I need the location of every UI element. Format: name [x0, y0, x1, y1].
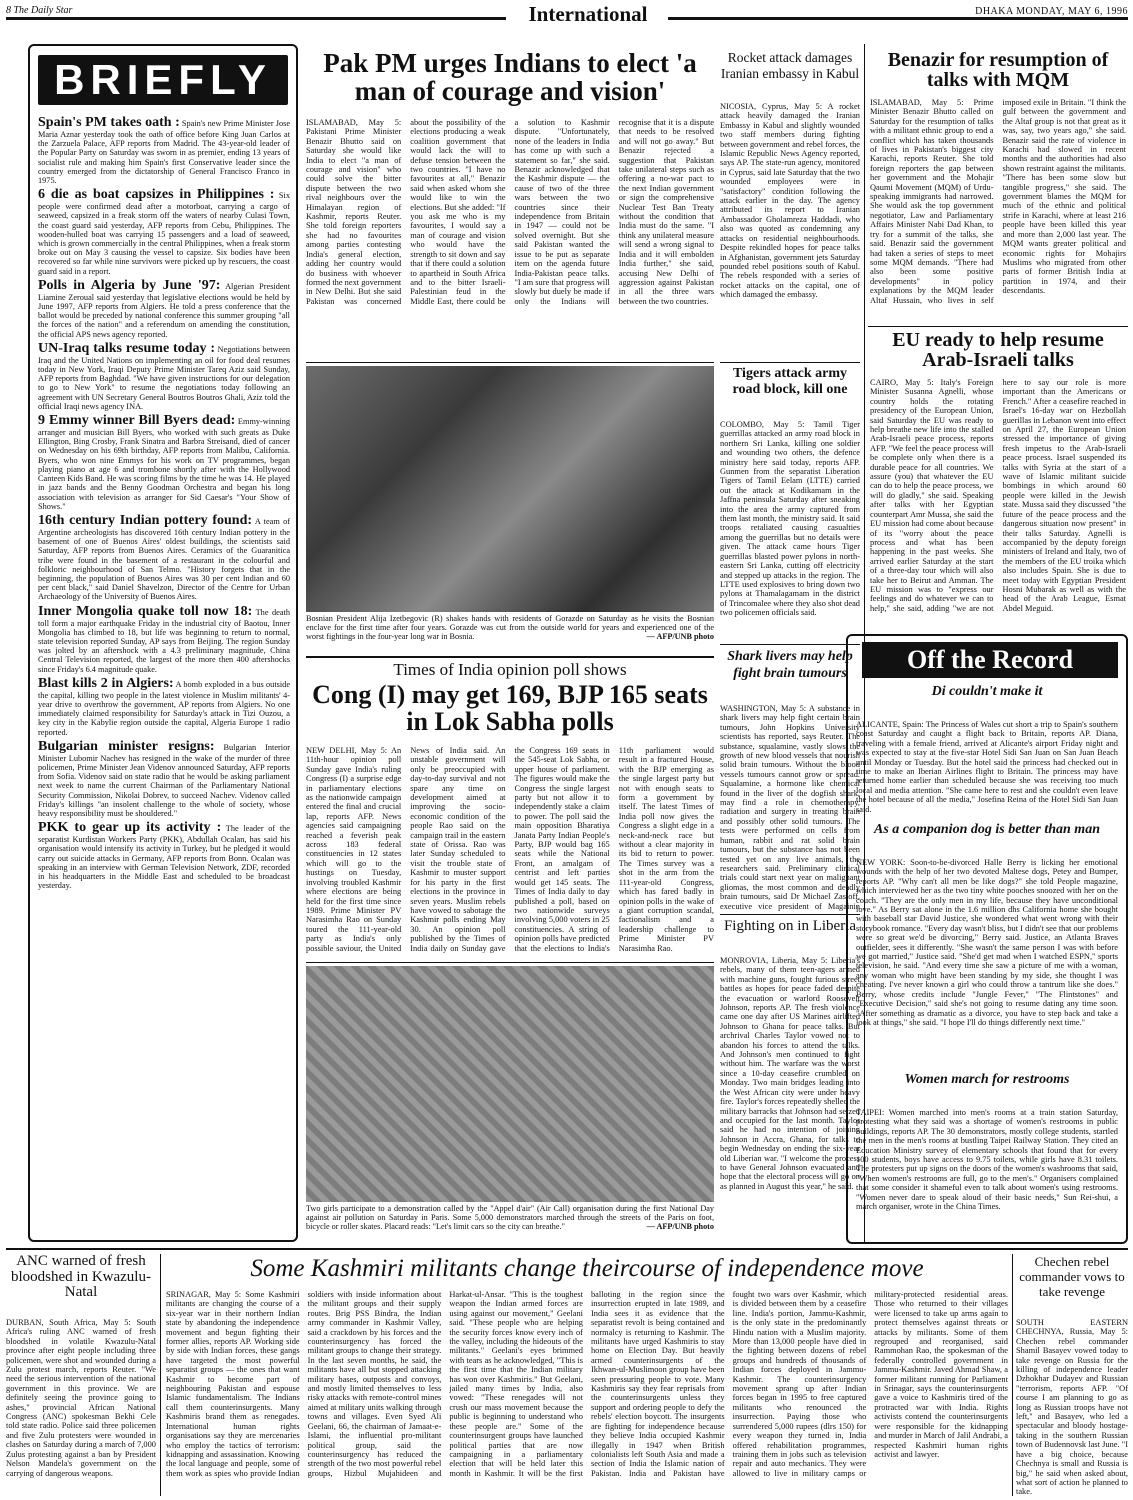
- shark-body: WASHINGTON, May 5: A substance in shark livers may help fight certain brain tumours, John Hopkins University scientists has reported, says Reuter. The substance, squalamine, vastly slows the growth of new blood vessels that nourish solid brain tumours. Without the blood vessels tumours cannot grow or spread. Squalamine, a hormone like chemical found in the liver of the dogfish shark, may find a role in chemotherapy, radiation and surgery in treating brain and possibly other solid tumours. The tests were performed on cells from human, rabbit and rat solid brain tumours, but the substance has not been tested yet on any live animals, the researchers said. Preliminary clinical trials could start next year on malignant gliomas, the most common and deadly brain tumours, said Dr Michael Zasloff, executive vice president of Magainin: [720, 704, 860, 911]
- shark-headline: Shark livers may help fight brain tumours: [727, 649, 853, 681]
- brief-headline: 9 Emmy winner Bill Byers dead:: [38, 413, 236, 429]
- off-record-title-bar: [862, 642, 1118, 678]
- brief-body: The leader of the separatist Kurdistan Workers Party (PKK), Abdullah Ocalan, has said his organisation would intensify its activity in Turkey, but he pledged it would carry out suicide attacks in Germany, AFP reports from Bonn. Ocalan was speaking in an interview with German Television Network, ZDF, recorded in his headquarters in the Middle East and scheduled to be broadcast yesterday.: [38, 824, 290, 891]
- brief-item: [38, 342, 290, 411]
- caption-credit: — AFP/UNB photo: [646, 1222, 714, 1232]
- caption-text: Two girls participate to a demonstration called by the "Appel d'air" (Air Call) organisation during the first National Day against air pollution on Saturday in Paris. Some 5,000 demonstrators marched through the streets of the Paris on foot, bicycle or roller skates. Placard reads: "Let's limit cars so the city can breathe.": [306, 1204, 714, 1232]
- brief-item: [38, 116, 290, 185]
- toi-body: NEW DELHI, May 5: An 11th-hour opinion poll Sunday gave India's ruling Congress (I) a surprise edge in parliamentary elections as the nationwide campaign entered the final and crucial lap, reports AFP. News agencies said campaigning reached a feverish peak across 183 federal constituencies in 12 states which will go to the hustings on Tuesday, involving troubled Kashmir where elections are being held for the first time since 1989. Prime Minister PV Narasimha Rao on Sunday toured the 111-year-old party as India's only possible saviour, the United News of India said. An unstable government will only be preoccupied with day-to-day survival and not spare any time on development aimed at improving the socio-economic condition of the people Rao said on the campaign trail in the eastern state of Orissa. Rao was later Sunday scheduled to visit the trouble state of Kashmir to muster support for his party in the first elections in the province in seven years. Muslim rebels have vowed to sabotage the Kashmir polls ending May 30. An opinion poll published by the Times of India daily on Sunday gave the Congress 169 seats in the 545-seat Lok Sabha, or upper house of parliament. The figures would make the Congress the single largest party but not allow it to independently stake a claim to power. The poll said the main opposition Bharatiya Janata Party Indian People's Party, BJP would bag 165 seats while the National Front, an amalgam of centrist and left parties would get 145 seats. The Times of India daily to day published a poll, based on two nationwide surveys involving 5,000 voters in 25 constituencies. A string of opinion polls have predicted that the elections to India's 11th parliament would result in a fractured House, with the BJP emerging as the single largest party but not with enough seats to form a government by itself. The latest Times of India poll now gives the Congress a slight edge in a neck-and-neck race but without a clear majority in its bid to return to power. The Times survey was a shot in the arm from the 111-year-old Congress, which has fared badly in opinion polls in the wake of a giant corruption scandal, factionalism and a leadership challenge to Prime Minister PV Narasimha Rao.: [306, 746, 714, 953]
- photo-paris-caption: [306, 1204, 714, 1244]
- tigers-body: COLOMBO, May 5: Tamil Tiger guerrillas attacked an army road block in northern Sri Lanka, killing one soldier and wounding two others, the defence ministry here said today, reports AFP. Gunmen from the separatist Liberation Tigers of Tamil Eelam (LTTE) carried out the attack at Kodikamam in the Jaffna peninsula Saturday after sneaking into the area the army captured from them last month, the ministry said. It said troops retaliated causing casualties among the guerrillas but no details were given. The attack came hours Tiger guerrillas blasted power pylons in north-eastern Sri Lanka, cutting off electricity and stepped up attacks in the region. The LTTE used explosives to bring down two pylons at Thamalagamam in the district of Trincomalee where they also shot dead two policemen officials said.: [720, 420, 860, 618]
- record-body: NEW YORK: Soon-to-be-divorced Halle Berry is licking her emotional wounds with the help of her two devoted Maltese dogs, Petey and Bumper, reports AP. "Why can't all men be like dogs?" she told People magazine, which interviewed her as the two tiny white pooches snoozed with her on the couch. "They are the only men in my life, because they have unconditional love." As Berry sat alone in the 1.6 million dhs California home she bought with baseball star David Justice, she wondered what went wrong with their storybook romance. "Every day wasn't bliss, but I didn't see that our problems were so great we'd be divorcing," Berry said. Justice, an Atlanta Braves outfielder, sees it differently. "She wasn't the same person I was with before we got married," Justice said. "She'd get mad when I watched ESPN," sports television, he said. "And every time she saw a picture of me with a woman, any woman who might have been standing by my side, she thought I was cheating. I've never known a girl who could throw a tantrum like she does." Berry, whose credits include "Jungle Fever," "The Flintstones" and "Executive Decision," said she's not going to resume dating any time soon. "After something as dramatic as a divorce, you have to step back and take a look at things," she said. "I hope I'll do things differently next time.": [856, 858, 1118, 1027]
- brief-body: A bomb exploded in a bus outside the capital, killing two people in the latest violence in Muslim militants' 4-year drive to overthrow the government, AP reports from Algiers. No one immediately claimed responsibility for Saturday's attack in Tizi Ouzou, a key city in the Kabylie region outside the capital, Algeria Europe 1 radio reported.: [38, 679, 290, 737]
- masthead-rule-left: [6, 17, 506, 20]
- brief-item: [38, 514, 290, 602]
- photo-bosnia-caption: [306, 614, 714, 654]
- brief-item: [38, 821, 290, 890]
- kashmir-body: SRINAGAR, May 5: Some Kashmiri militants are changing the course of a six-year war in their northern Indian state by abandoning the independence movement and begun fighting their former allies, reports AP. Working side by side with Indian forces, these gangs have targeted the most powerful separatist groups — the ones that want Kashmir to become part of neighbouring Pakistan and espouse Islamic fundamentalism. The Indians call them counterinsurgents. Many Kashmiris brand them as renegades. International human rights organisations say they are mercenaries who employ the tactics of terrorism: kidnapping and assassination. Knowing the local language and people, some of them work as spies who provide Indian soldiers with inside information about the militant groups and their supply routes. Brig PSS Bindra, the Indian army commander in Kashmir Valley, said a crackdown by his forces and the counterinsurgency has forced the militant groups to change their strategy. In the last seven months, he said, the militants have all but stopped attacking military bases, outposts and convoys, and mostly limited themselves to less risky attacks with remote-control mines aimed at military units walking through towns and villages. Even Syed Ali Geelani, 66, the chairman of Jamaat-e-Islami, the influential pro-militant political group, said the counterinsurgency has reduced the strength of the two most powerful rebel groups, Hizbul Mujahideen and Harkat-ul-Ansar. "This is the toughest weapon the Indian armed forces are using against our movement," Geelani said. "These people who are helping the security forces know every inch of the valley, including the hideouts of the militants." Geelani's eyes brimmed with tears as he acknowledged, "This is the first time that the Indian military has won over Kashmiris." But Geelani, jailed many times by India, also vowed: "These renegades will not crush our mass movement because the public is beginning to understand who these people are." Some of the counterinsurgent groups have launched political parties that are now campaigning in a parliamentary election that will be held later this month in Kashmir. It will be the first balloting in the region since the insurrection erupted in late 1989, and India sees it as evidence that the separatist revolt is being contained and normalcy is returning to Kashmir. The militants have urged Kashmiris to stay home on Election Day. But heavily armed counterinsurgents of the Ikhwan-ul-Muslimoon group have been seen pressuring people to vote. Many Kashmiris say they fear reprisals from the counterinsurgents unless they support and ordering people to defy the rebels' election boycott. The insurgents are fighting for independence because they believe India occupied Kashmir illegally in 1947 when British colonialists left South Asia and made a section of India the Islamic nation of Pakistan. India and Pakistan have fought two wars over Kashmir, which is divided between them by a ceasefire line. India's portion, Jammu-Kashmir, is the only state in the predominantly Hindu nation with a Muslim majority. More than 13,000 people have died in the fighting between dozens of rebel groups and hundreds of thousands of Indian forces deployed in Jammu-Kashmir. The counterinsurgency movement sprang up after Indian forces began in 1995 to free captured militants who renounced the insurrection. Paying those who surrendered 5,000 rupees (dlrs 150) for every weapon they turned in, India offered rehabilitation programmes, training them in jobs such as television repair and auto mechanics. They were allowed to live in military camps or military-protected residential areas. Those who returned to their villages were licensed to take up arms again to protect themselves against threats or attacks by militants. Some of them regrouped and reorganised, said Rammohan Rao, the spokesman of the federally controlled government in Jammu-Kashmir. Javed Ahmad Shaw, a former militant running for Parliament in Srinagar, says the counterinsurgents gave a voice to Kashmiris tired of the protracted war with India. Rights activists contend the counterinsurgents were responsible for the kidnapping and murder in March of Jalil Andrabi, a respected Kashmiri human rights activist and lawyer.: [166, 1290, 1008, 1478]
- record-body: ALICANTE, Spain: The Princess of Wales cut short a trip to Spain's southern coast Saturday and caught a flight back to Britain, reports AP. Diana, traveling with a female friend, arrived at Alicante's airport Friday night and was expected to stay at the five-star Hotel Sidi San Juan on San Juan Beach until Monday or Tuesday. But the hotel said the princess had checked out in time to make an Iberian Airlines flight to Britain. The princess may have returned home earlier than scheduled because she was receiving too much local and media attention. "She came here to rest and she couldn't even leave the hotel because of all the media," Josefina Reina of the Hotel Sidi San Juan said.: [856, 720, 1118, 814]
- brief-headline: Polls in Algeria by June '97:: [38, 277, 221, 293]
- brief-body: The death toll form a major earthquake Friday in the industrial city of Baotou, Inner Mongolia has climbed to 18, but life was beginning to return to normal, state television reported Sunday, AP says from Beijing. The region Sunday was jolted by an aftershock with a 4.3 preliminary magnitude, China Central Television reported, the largest of the more then 400 aftershocks since Friday's 6.4 magnitude quake.: [38, 607, 290, 674]
- toi-rule: [306, 962, 714, 963]
- brief-headline: UN-Iraq talks resume today :: [38, 340, 216, 356]
- pak-headline: Pak PM urges Indians to elect 'a man of courage and vision': [323, 50, 697, 106]
- brief-headline: Bulgarian minister resigns:: [38, 738, 215, 754]
- brief-item: [38, 279, 290, 339]
- liberia-body: MONROVIA, Liberia, May 5: Liberia's rebels, many of them teen-agers armed with machine guns, fought furious street battles as hopes for peace faded despite the evacuation or warlord Roosevelt Johnson, reports AP. The fresh violence came one day after US Marines airlifted Johnson to Ghana for peace talks. But archrival Charles Taylor vowed not to abandon his forces to attend the talks. And Johnson's men continued to fight without him. The warfare was the worst since a 10-day ceasefire crumbled on Monday. Two main bridges leading into the West African city were under heavy fire. Taylor's forces repeatedly shelled the military barracks that Johnson had seized and occupied for the last month. Taylor said he had no intention of joining Johnson in Accra, Ghana, for talks to begin Wednesday on ending the six-year old Liberian war. "I welcome the process to have General Johnson evacuated and hope that the electoral process will go on as planned in August this year," he said.: [720, 956, 860, 1191]
- record-headline: Women march for restrooms: [904, 1072, 1070, 1087]
- caption-text: Bosnian President Alija Izetbegovic (R) shakes hands with residents of Gorazde on Saturday as he visits the Bosnian enclave for the first time after four years. Gorazde was cut from the outside world for years and experienced one of the worst fightings in the four-year long war in Bosnia.: [306, 614, 714, 642]
- tigers-headline: Tigers attack army road block, kill one: [732, 366, 848, 397]
- brief-body: Negotiations between Iraq and the United Nations on implementing an oil for food deal resumes today in New York, Iraqi Deputy Prime Minister Tareq Aziz said Sunday, AFP reports from Baghdad. "We have given instructions for our delegation to go to New York" to resume the negotiations today following an agreement with UN Secretary General Boutros Boutros Ghali, Aziz told the official Iraqi news agency INA.: [38, 344, 290, 411]
- record-body: TAIPEI: Women marched into men's rooms at a train station Saturday, protesting what they said was a shortage of women's restrooms in public buildings, reports AP. The 30 demonstrators, mostly college students, startled the men in the men's rooms at bustling Taipei Railway Station. They cited an Education Ministry survey of elementary schools that found that for every 100 students, boys have access to 9.75 toilets, while girls have 8.31 toilets. The protesters put up signs on the doors of the women's washrooms that said, "When women's restrooms are full, go to the men's." Organisers complained that some consider it shameful even to talk about women's using restrooms. "Women never dare to speak aloud of their basic needs," Sun Rei-shui, a march organiser, wrote in the China Times.: [856, 1108, 1118, 1212]
- brief-body: Emmy-winning arranger and musician Bill Byers, who worked with such greats as Duke Ellington, Bing Crosby, Frank Sinatra and Barbra Streisand, died of cancer on Wednesday on his 69th birthday, AFP reports from Malibu, California. Byers, who won nine Emmys for his work on TV programmes, began playing piano at age 6 and trombone shortly after with the Hollywood Canteen Kids Band. He was scoring films by the time he was 14. He played in jazz bands and the Benny Goodman Orchestra and began his long association with television as arranger for Sid Caesar's "Your Show of Shows.": [38, 417, 290, 511]
- brief-body: Six people were confirmed dead after a motorboat, carrying a cargo of seaweed, capsized in a freak storm off the waters of nearby Culasi Town, the coast guard said yesterday, AFP reports from Cebu, Philippines. The wooden-hulled boat was carrying 15 passengers and a load of seaweed, which is grown commercially in the central Philippines, when a freak storm broke out on May 3 causing the vessel to capsize. Six bodies have been recovered so far while nine survivors were picked up by rescuers, the coast guard said in a report.: [38, 191, 290, 276]
- section-title: International: [528, 2, 648, 26]
- rocket-rule: [720, 362, 860, 363]
- brief-item: [38, 740, 290, 818]
- rocket-headline: Rocket attack damages Iranian embassy in Kabul: [720, 50, 860, 81]
- caption-credit: — AFP/UNB photo: [646, 632, 714, 642]
- off-record-title: Off the Record: [906, 645, 1074, 674]
- eu-body: CAIRO, May 5: Italy's Foreign Minister Susanna Agnelli, whose country holds the rotating presidency of the European Union, said Saturday the EU was ready to help breathe new life into the stalled Arab-Israeli peace process, reports AFP. "We feel the peace process will be complete only when there is a durable peace for all countries. We assure (you) that whatever the EU can do to help the peace process, we will do gladly," she said. Speaking after talks with her Egyptian counterpart Amr Mussa, she said the EU mission had come about because of its "worry about the peace process and what has been happening in the past weeks. She arrived earlier Saturday at the start of a three-day tour which will also take her to Beirut and Amman. The EU mission was to "express our feelings and do whatever we can to help," she said, adding "we are not here to say our role is more important than the Americans or French." After a ceasefire reached in Israel's 16-day war on Hezbollah guerillas in Lebanon went into effect on April 27, the European Union stressed the importance of giving fresh impetus to the Arab-Israeli peace process. Israel suspended its talks with Syria at the start of a wave of Islamic militant suicide bombings in which around 60 people were killed in the Jewish state. Mussa said they discussed "the future of the peace process and the dangerous situation now present" in their talks Saturday. Agnelli is accompanied by the deputy foreign ministers of Ireland and Italy, two of the members of the EU troika which also includes Spain. She is due to meet today with Egyptian President Hosni Mubarak as well as with the head of the Arab League, Esmat Abdel Meguid.: [870, 378, 1126, 613]
- brief-headline: Blast kills 2 in Algiers:: [38, 675, 174, 691]
- brief-item: [38, 677, 290, 737]
- brief-headline: PKK to gear up its activity :: [38, 820, 222, 836]
- briefly-list: [38, 116, 290, 1236]
- brief-body: A team of Argentine archeologists has discovered 16th century Indian pottery in the basement of one of Buenos Aires' oldest buildings, the scientists said Saturday, AFP reports from Buenos Aires. Ceramics of the Guaranitica tribe were found in the basement of a restaurant in the colourful and folkloric neighbourhood of San Telmo. "History forgets that in the beginning, the population of Buenos Aires was 30 per cent Indian and 60 per cent black," said Daniel Shavelzon, Director of the Centre for Urban Archaeology of the University of Buenos Aires.: [38, 516, 290, 602]
- brief-item: [38, 605, 290, 674]
- photo1-rule: [306, 656, 714, 658]
- brief-item: [38, 414, 290, 511]
- rocket-body: NICOSIA, Cyprus, May 5: A rocket attack heavily damaged the Iranian Embassy in Kabul and slightly wounded two staff members during fighting between government and rebel forces, the Islamic Republic News Agency reported, says AP. The state-run agency, monitored in Cyprus, said late Saturday that the two wounded employees were in "satisfactory" condition following the attack earlier in the day. The agency attributed its report to Iranian Ambassador Gholamreza Haddadi, who also was quoted as condemning any attacks on residential neighbourhoods. Despite rekindled hopes for peace talks in Afghanistan, government jets Saturday pounded rebel positions south of Kabul. The rebels responded with a series of rocket attacks on the capital, one of which damaged the embassy.: [720, 102, 860, 300]
- brief-headline: 16th century Indian pottery found:: [38, 512, 253, 528]
- brief-body: Spain's new Prime Minister Jose Maria Aznar yesterday took the oath of office before King Juan Carlos at the Zarzuela Palace, AFP reports from Madrid. The 43-year-old leader of the Popular Party on Saturday was sworn in as premier, ending 13 years of socialist rule and making him Spain's first Conservative leader since the country emerged from the dictatorship of General Francisco Franco in 1975.: [38, 119, 290, 186]
- anc-headline: ANC warned of fresh bloodshed in Kwazulu-Natal: [11, 1254, 151, 1300]
- brief-headline: Inner Mongolia quake toll now 18:: [38, 603, 253, 619]
- record-headline: Di couldn't make it: [931, 684, 1043, 699]
- liberia-headline: Fighting on in Liberia: [723, 918, 857, 934]
- page-label: 8 The Daily Star: [6, 5, 73, 16]
- anc-divider: [160, 1254, 161, 1496]
- benazir-headline: Benazir for resumption of talks with MQM: [887, 50, 1109, 92]
- chechen-body: SOUTH EASTERN CHECHNYA, Russia, May 5: Chechen rebel commander Shamil Basayev vowed today to take revenge on Russia for the killing of independence leader Dzhokhar Dudayev and Russian "terrorism, reports AFP. "Of course I am planning to go as long as Russian troops have not left," and Basayev, who led a spectacular and bloody hostage-taking in the southern Russian town of Budennovsk last June. "I have a big choice, because Chechnya is small and Russia is big," he said when asked about, what sort of action he planned to take.: [1016, 1318, 1128, 1496]
- kashmir-headline: Some Kashmiri militants change theircourse of independence move: [250, 1255, 924, 1282]
- briefly-title: [38, 55, 288, 105]
- benazir-body: ISLAMABAD, May 5: Prime Minister Benazir Bhutto called on Saturday for the resumption of talks with a militant ethnic group to end a conflict which has taken thousands of lives in Pakistan's biggest city Karachi, reports Reuter. She told foreign reporters the gap between her government and the Mohajir Qaumi Movement (MQM) of Urdu-speaking immigrants had narrowed. She would ask the top government negotiator, Law and Parliamentary Affairs Minister Nabi Dad Khan, to try for a summit of the talks, she said. Benazir said the government had taken a series of steps to meet some MQM demands. "There had also been some positive developments" in policy explanations by the MQM leader Altaf Hussain, who lives in self imposed exile in Britain. "I think the gulf between the government and the Altaf group is not that great as it was, say, two years ago," she said. Benazir said the rate of violence in Karachi had slowed in recent months and the authorities had also shown restraint against the militants. "There has been some slow but tangible progress," she said. The government blames the MQM for much of the ethnic and political strife in Karachi, where at least 216 people have been killed this year and more than 2,000 last year. The MQM wants greater political and economic rights for Mohajirs Muslims who migrated from other parts of former British India at partition in 1974, and their descendants.: [870, 98, 1126, 305]
- toi-headline: Cong (I) may get 169, BJP 165 seats in Lok Sabha polls: [312, 682, 708, 736]
- masthead-rule-right: [668, 17, 1128, 20]
- brief-body: Bulgarian Interior Minister Lubomir Nachev has resigned in the wake of the murder of three policemen, Prime Minister Jean Videnov announced Saturday, AFP reports from Sofia. Videnov said on state radio that he would be asking parliament next week to name the current Chairman of the Parliamentary National Security Commission, Nikolai Dobrev, to succeed Nachev. Videnov called Friday's killings "an insolent challenge to the whole of society, whose heavy responsibility must be shouldered.": [38, 742, 290, 818]
- photo-paris: [306, 966, 714, 1202]
- benazir-rule: [868, 326, 1128, 327]
- brief-body: Algerian President Liamine Zeroual said yesterday that legislative elections would be held by June 1997, AFP reports from Algiers. He told a press conference that the ballot would be preceded by national conference this summer grouping "all the forces of the nation" and a referendum on amending the constitution, the official APS news agency reported.: [38, 281, 290, 339]
- brief-headline: 6 die as boat capsizes in Philippines :: [38, 187, 275, 203]
- eu-headline: EU ready to help resume Arab-Israeli talks: [892, 330, 1104, 372]
- brief-headline: Spain's PM takes oath :: [38, 116, 180, 130]
- pak-rule: [306, 362, 714, 363]
- kashmir-divider: [1012, 1254, 1013, 1496]
- record-headline: As a companion dog is better than man: [874, 822, 1100, 837]
- anc-body: DURBAN, South Africa, May 5: South Africa's ruling ANC warned of fresh bloodshed in volatile Kwazulu-Natal province after eight people including three policemen, were shot and wounded during a Zulu protest march, reports Reuter. "We need the serious intervention of the national government in this province. We are definitely seeing the province going to ashes," provincial African National Congress (ANC) spokesman Bekhi Cele told state radio. Police said three policemen and five Zulu protesters were wounded in clashes on Saturday during a march of 7,000 Zulus protesting against a ban by President Nelson Mandela's government on the carrying of dangerous weapons.: [6, 1318, 156, 1478]
- chechen-headline: Chechen rebel commander vows to take revenge: [1019, 1254, 1125, 1299]
- tigers-rule: [720, 644, 860, 645]
- shark-rule: [720, 914, 860, 915]
- brief-item: [38, 188, 290, 276]
- briefly-title-text: BRIEFLY: [54, 56, 272, 103]
- photo-bosnia: [306, 366, 714, 612]
- pak-body: ISLAMABAD, May 5: Pakistani Prime Minister Benazir Bhutto said on Saturday she would like India to elect "a man of courage and vision" who could solve the bitter dispute between the two rival neighbours over the Himalayan region of Kashmir, reports Reuter. She told foreign reporters she had no favourites among parties contesting India's general election, adding her country would do business with whoever formed the next government in New Delhi. But she said Pakistan was concerned about the possibility of the elections producing a weak coalition government that would lack the will to defuse tension between the two countries. "I have no favourites at all," Benazir said when asked whom she would like to win the elections. But she added: "If you ask me who is my favourites, I would say a man of courage and vision who would have the strength to sit down and say that if there could a solution to apartheid in South Africa and to the bitter Israeli-Palestinian feud in the Middle East, there could be a solution to Kashmir dispute. "Unfortunately, none of the leaders in India has come up with such a statement so far," she said. Benazir acknowledged that the Kashmir dispute — the cause of two of the three wars between the two countries since their independence from Britain in 1947 — could not be solved overnight. But she said Pakistan wanted the issue to be put as separate item on the agenda future India-Pakistan peace talks. "I am sure that progress will slowly but duely be made if only the Indians will recognise that it is a dispute that needs to be resolved and will not go away." But Benazir rejected a suggestion that Pakistan take unilateral steps such as offering a no-war pact to the next Indian government or sign the comprehensive Nuclear Test Ban Treaty without the condition that India must do the same. "I think any unilateral measure will send a wrong signal to India and it will embolden India further," she said, accusing New Delhi of aggression against Pakistan in all the three wars between the two countries.: [306, 118, 714, 306]
- toi-kicker: Times of India opinion poll shows: [393, 660, 627, 679]
- bottom-band-rule: [6, 1248, 1128, 1250]
- dateline: DHAKA MONDAY, MAY 6, 1996: [975, 6, 1128, 17]
